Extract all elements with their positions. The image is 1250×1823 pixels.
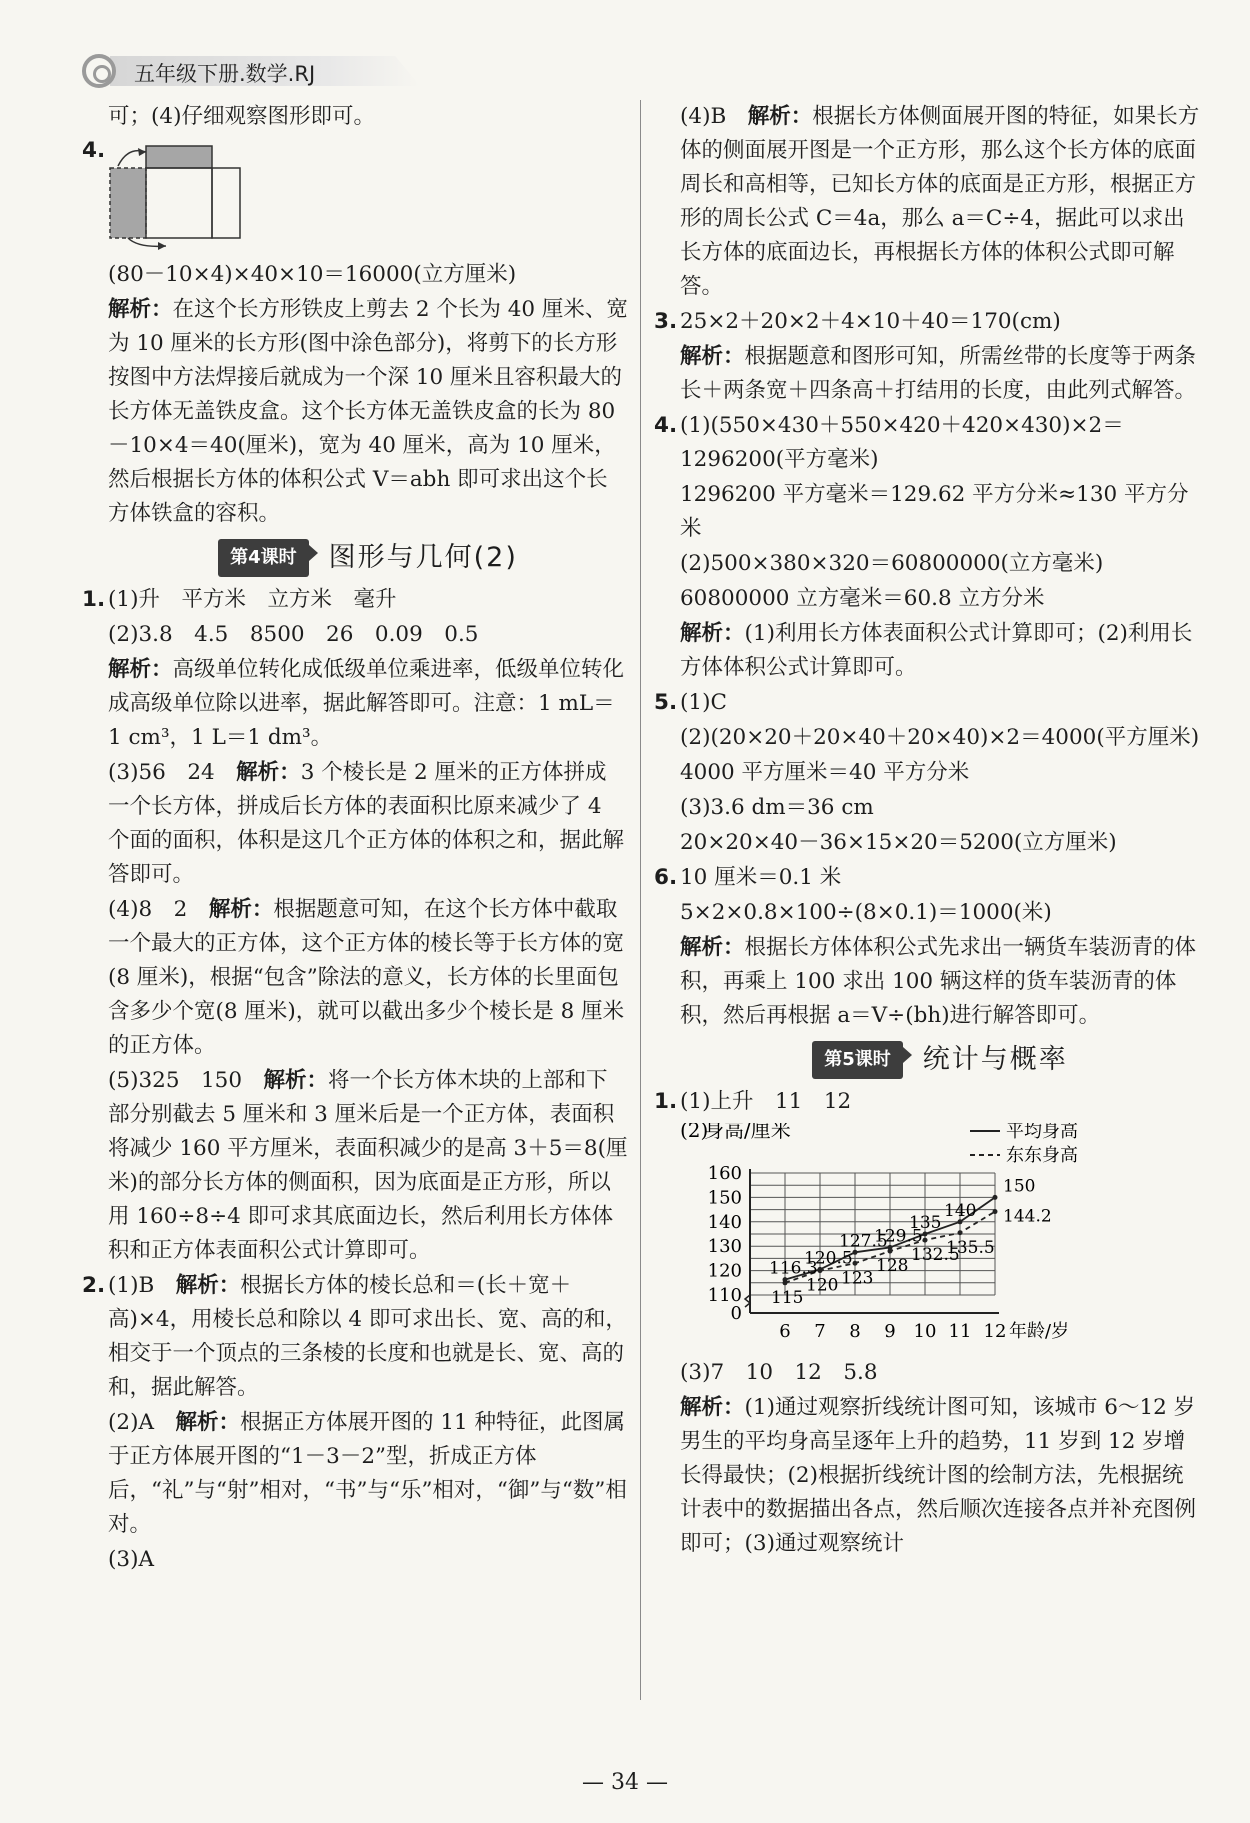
analysis: 2. (1)B 解析：根据长方体的棱长总和＝(长＋宽＋高)×4，用棱长总和除以 4 即可求出长、宽、高的和，相交于一个顶点的三条棱的长度和也就是长、宽、高的和，据此解答。 xyxy=(82,1273,627,1400)
arrowhead xyxy=(138,148,146,156)
legend-label: 平均身高 xyxy=(1006,1123,1078,1142)
chart-prefix: (2) xyxy=(680,1123,709,1142)
lesson-tag: 第4课时 xyxy=(218,539,309,577)
analysis: 解析：高级单位转化成低级单位乘进率，低级单位转化成高级单位除以进率，据此解答即可。注意：1 mL＝1 cm³，1 L＝1 dm³。 xyxy=(108,657,625,750)
question-number: 4. xyxy=(82,138,106,163)
line-chart-block xyxy=(680,1123,1200,1354)
analysis: 解析：(1)通过观察折线统计图可知，该城市 6～12 岁男生的平均身高呈逐年上升的趋势，11 岁到 12 岁增长得最快；(2)根据折线统计图的绘制方法，先根据统计表中的数据描出各点，然后顺次连接各点并补充图例即可；(3)通过观察统计 xyxy=(680,1395,1197,1556)
data-label: 144.2 xyxy=(1003,1206,1052,1227)
y-tick-label: 130 xyxy=(707,1236,742,1258)
answer: 3. 25×2＋20×2＋4×10＋40＝170(cm) xyxy=(654,309,1061,334)
data-label: 140 xyxy=(944,1200,977,1221)
data-label: 129.5 xyxy=(874,1226,923,1247)
answer: 20×20×40－36×15×20＝5200(立方厘米) xyxy=(680,830,1117,855)
data-point xyxy=(853,1261,858,1266)
y-tick-label: 140 xyxy=(707,1211,742,1233)
analysis: (2)A 解析：根据正方体展开图的 11 种特征，此图属于正方体展开图的“1－3－2”型，折成正方体后，“礼”与“射”相对，“书”与“乐”相对，“御”与“数”相对。 xyxy=(108,1410,627,1537)
analysis: 解析：(1)利用长方体表面积公式计算即可；(2)利用长方体体积公式计算即可。 xyxy=(680,621,1193,680)
analysis: (4)B 解析：根据长方体侧面展开图的特征，如果长方体的侧面展开图是一个正方形，那么这个长方体的底面周长和高相等，已知长方体的底面是正方形，根据正方形的周长公式 C＝4a，那么 a＝C÷4，据此可以求出长方体的底面边长，再根据长方体的体积公式即可解答。 xyxy=(680,104,1200,299)
right-column xyxy=(654,100,1200,1561)
y-tick-label: 160 xyxy=(707,1163,742,1184)
answer: 4000 平方厘米＝40 平方分米 xyxy=(680,760,970,785)
data-label: 132.5 xyxy=(911,1245,960,1266)
data-label: 150 xyxy=(1003,1176,1036,1197)
data-label: 135.5 xyxy=(946,1237,995,1258)
lesson-title: 图形与几何(2) xyxy=(328,542,518,573)
analysis: 解析：根据长方体体积公式先求出一辆货车装沥青的体积，再乘上 100 求出 100 辆这样的货车装沥青的体积，然后再根据 a＝V÷(bh)进行解答即可。 xyxy=(680,935,1197,1028)
x-tick-label: 7 xyxy=(814,1321,826,1342)
y-tick-label: 0 xyxy=(730,1303,742,1324)
answer: 5. (1)C xyxy=(654,690,727,715)
shaded-top xyxy=(146,146,212,168)
data-point xyxy=(993,1209,998,1214)
data-label: 128 xyxy=(876,1256,909,1277)
data-label: 127.5 xyxy=(839,1231,888,1252)
x-tick-label: 8 xyxy=(849,1321,861,1342)
x-tick-label: 12 xyxy=(983,1321,1007,1342)
left-column xyxy=(82,100,628,1577)
data-label: 120 xyxy=(806,1275,839,1296)
page-number: — 34 — xyxy=(582,1770,668,1795)
analysis: (5)325 150 解析：将一个长方体木块的上部和下部分别截去 5 厘米和 3 厘米后是一个正方体，表面积将减少 160 平方厘米，表面积减少的是高 3＋5＝8(厘米)的部分长方体的侧面积，因为底面是正方形，所以用 160÷8÷4 即可求其底面边长，然后利用长方体体积和正方体表面积公式计算即可。 xyxy=(108,1068,628,1263)
answer: (3)3.6 dm＝36 cm xyxy=(680,795,874,820)
data-label: 115 xyxy=(771,1287,804,1308)
answer: (2)500×380×320＝60800000(立方毫米) xyxy=(680,551,1104,576)
data-point xyxy=(923,1238,928,1243)
data-label: 116.3 xyxy=(769,1258,818,1279)
analysis: 解析：在这个长方形铁皮上剪去 2 个长为 40 厘米、宽为 10 厘米的长方形(图中涂色部分)，将剪下的长方形按图中方法焊接后就成为一个深 10 厘米且容积最大的长方体无盖铁皮盒。这个长方体无盖铁皮盒的长为 80－10×4＝40(厘米)，宽为 40 厘米，高为 10 厘米，然后根据长方体的体积公式 V＝abh 即可求出这个长方体铁盒的容积。 xyxy=(108,297,628,526)
target-icon xyxy=(82,54,116,88)
shaded-left xyxy=(110,168,146,238)
y-axis-label: 身高/厘米 xyxy=(704,1123,791,1142)
header-title: 五年级下册.数学.RJ xyxy=(134,62,316,86)
y-tick-label: 110 xyxy=(707,1285,742,1306)
box-side xyxy=(212,168,240,238)
answer: 60800000 立方毫米＝60.8 立方分米 xyxy=(680,586,1045,611)
y-tick-label: 120 xyxy=(707,1260,742,1282)
data-label: 135 xyxy=(909,1213,942,1233)
x-tick-label: 9 xyxy=(884,1321,896,1342)
x-tick-label: 6 xyxy=(779,1321,791,1342)
data-point xyxy=(993,1195,998,1200)
answer: 6. 10 厘米＝0.1 米 xyxy=(654,865,842,890)
data-point xyxy=(958,1230,963,1235)
legend-label: 东东身高 xyxy=(1006,1145,1078,1166)
data-point xyxy=(818,1268,823,1273)
data-label: 120.5 xyxy=(804,1248,853,1269)
y-tick-label: 150 xyxy=(707,1187,742,1209)
line-chart xyxy=(680,1123,1140,1343)
analysis: 解析：根据题意和图形可知，所需丝带的长度等于两条长＋两条宽＋四条高＋打结用的长度，由此列式解答。 xyxy=(680,344,1197,403)
text-line: 可；(4)仔细观察图形即可。 xyxy=(108,104,375,129)
data-point xyxy=(783,1280,788,1285)
data-point xyxy=(888,1249,893,1254)
answer: (2)3.8 4.5 8500 26 0.09 0.5 xyxy=(108,622,479,647)
lesson-heading-4 xyxy=(108,539,628,577)
question-4 xyxy=(82,134,628,258)
lesson-tag: 第5课时 xyxy=(812,1041,903,1079)
analysis: (4)8 2 解析：根据题意可知，在这个长方体中截取一个最大的正方体，这个正方体的棱长等于长方体的宽(8 厘米)，根据“包含”除法的意义，长方体的长里面包含多少个宽(8 厘米)，就可以截出多少个棱长是 8 厘米的正方体。 xyxy=(108,897,625,1058)
answer: (2)(20×20＋20×40＋20×40)×2＝4000(平方厘米) xyxy=(680,725,1200,750)
page-header xyxy=(72,48,372,92)
lesson-heading-5 xyxy=(680,1041,1200,1079)
formula: (80－10×4)×40×10＝16000(立方厘米) xyxy=(108,262,517,287)
arrowhead xyxy=(158,242,166,250)
answer: 1296200 平方毫米＝129.62 平方分米≈130 平方分米 xyxy=(680,482,1189,541)
unfold-figure xyxy=(108,140,278,250)
answer: 4. (1)(550×430＋550×420＋420×430)×2＝1296200(平方毫米) xyxy=(654,413,1124,472)
data-label: 123 xyxy=(841,1268,874,1289)
x-tick-label: 10 xyxy=(913,1321,937,1342)
x-axis-label: 年龄/岁 xyxy=(1009,1321,1070,1342)
answer: 1. (1)升 平方米 立方米 毫升 xyxy=(82,587,397,612)
box-base xyxy=(146,168,212,238)
answer: 1. (1)上升 11 12 xyxy=(654,1089,852,1114)
lesson-title: 统计与概率 xyxy=(922,1044,1068,1075)
column-divider xyxy=(640,100,641,1700)
answer: 5×2×0.8×100÷(8×0.1)＝1000(米) xyxy=(680,900,1052,925)
answer: (3)7 10 12 5.8 xyxy=(680,1360,878,1385)
x-tick-label: 11 xyxy=(948,1321,972,1342)
answer: (3)A xyxy=(108,1547,154,1572)
analysis: (3)56 24 解析：3 个棱长是 2 厘米的正方体拼成一个长方体，拼成后长方体的表面积比原来减少了 4 个面的面积，体积是这几个正方体的体积之和，据此解答即可。 xyxy=(108,760,625,887)
